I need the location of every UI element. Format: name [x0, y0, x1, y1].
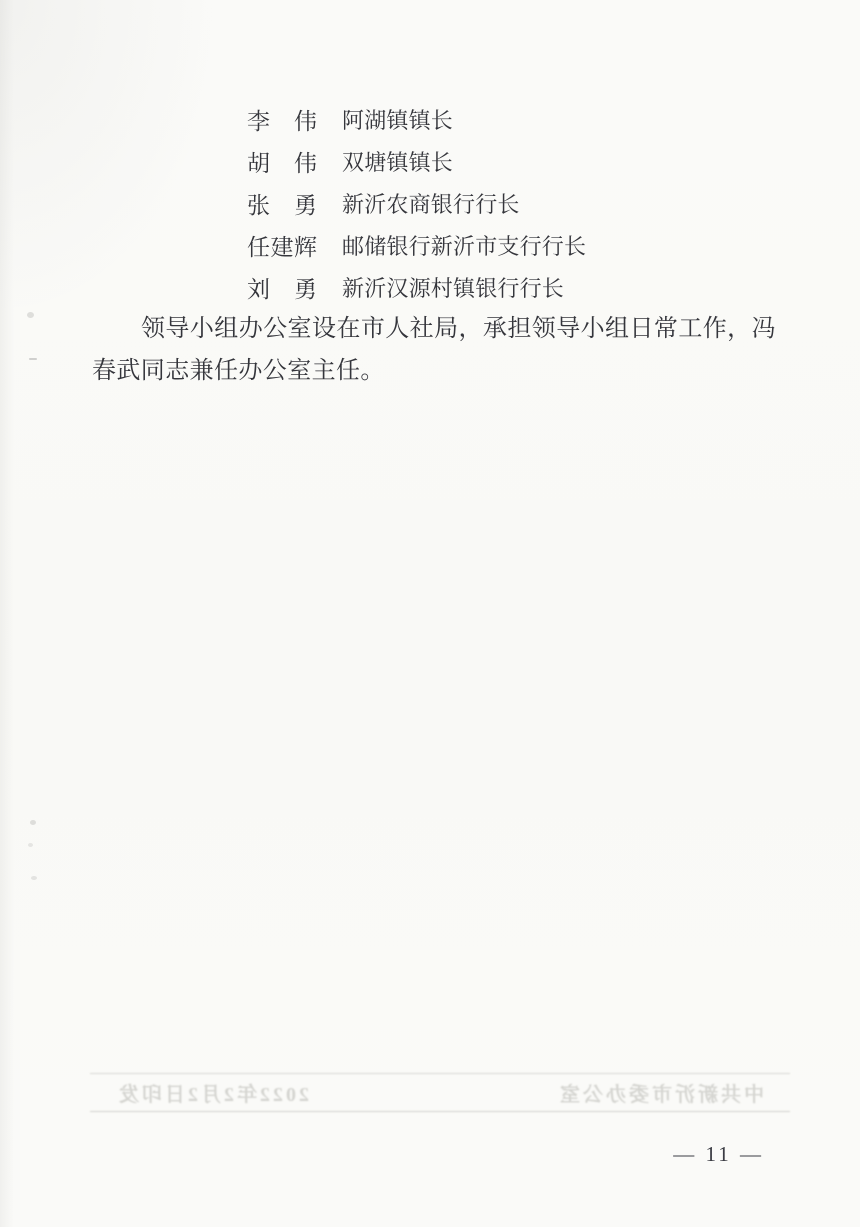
member-title: 双塘镇镇长: [342, 149, 454, 175]
scan-speck: [27, 312, 34, 318]
roster-row: [247, 98, 774, 140]
member-name: 胡 伟: [247, 150, 318, 176]
member-name: 刘 勇: [247, 276, 318, 302]
bleed-office-text: 中共新沂市委办公室: [557, 1084, 764, 1106]
scan-speck: [28, 843, 33, 847]
leadership-roster: [247, 98, 774, 308]
footer-bleed-through: [90, 1073, 790, 1112]
member-title: 新沂农商银行行长: [342, 191, 520, 217]
page-number: — 11 —: [673, 1142, 764, 1166]
document-body: [0, 98, 860, 392]
roster-row: [247, 266, 774, 308]
bleed-date-text: 2022年2月2日印发: [116, 1084, 309, 1106]
member-name: 张 勇: [247, 192, 318, 218]
body-paragraph: 领导小组办公室设在市人社局，承担领导小组日常工作，冯春武同志兼任办公室主任。: [92, 316, 776, 384]
member-name: 李 伟: [247, 108, 318, 134]
member-title: 新沂汉源村镇银行行长: [342, 275, 565, 301]
member-title: 邮储银行新沂市支行行长: [342, 233, 587, 259]
roster-row: [247, 224, 774, 266]
scan-speck: [30, 820, 36, 825]
scan-speck: [29, 358, 37, 360]
scan-speck: [31, 876, 37, 880]
member-name: 任建辉: [247, 234, 318, 260]
roster-row: [247, 140, 774, 182]
roster-row: [247, 182, 774, 224]
member-title: 阿湖镇镇长: [342, 107, 454, 133]
